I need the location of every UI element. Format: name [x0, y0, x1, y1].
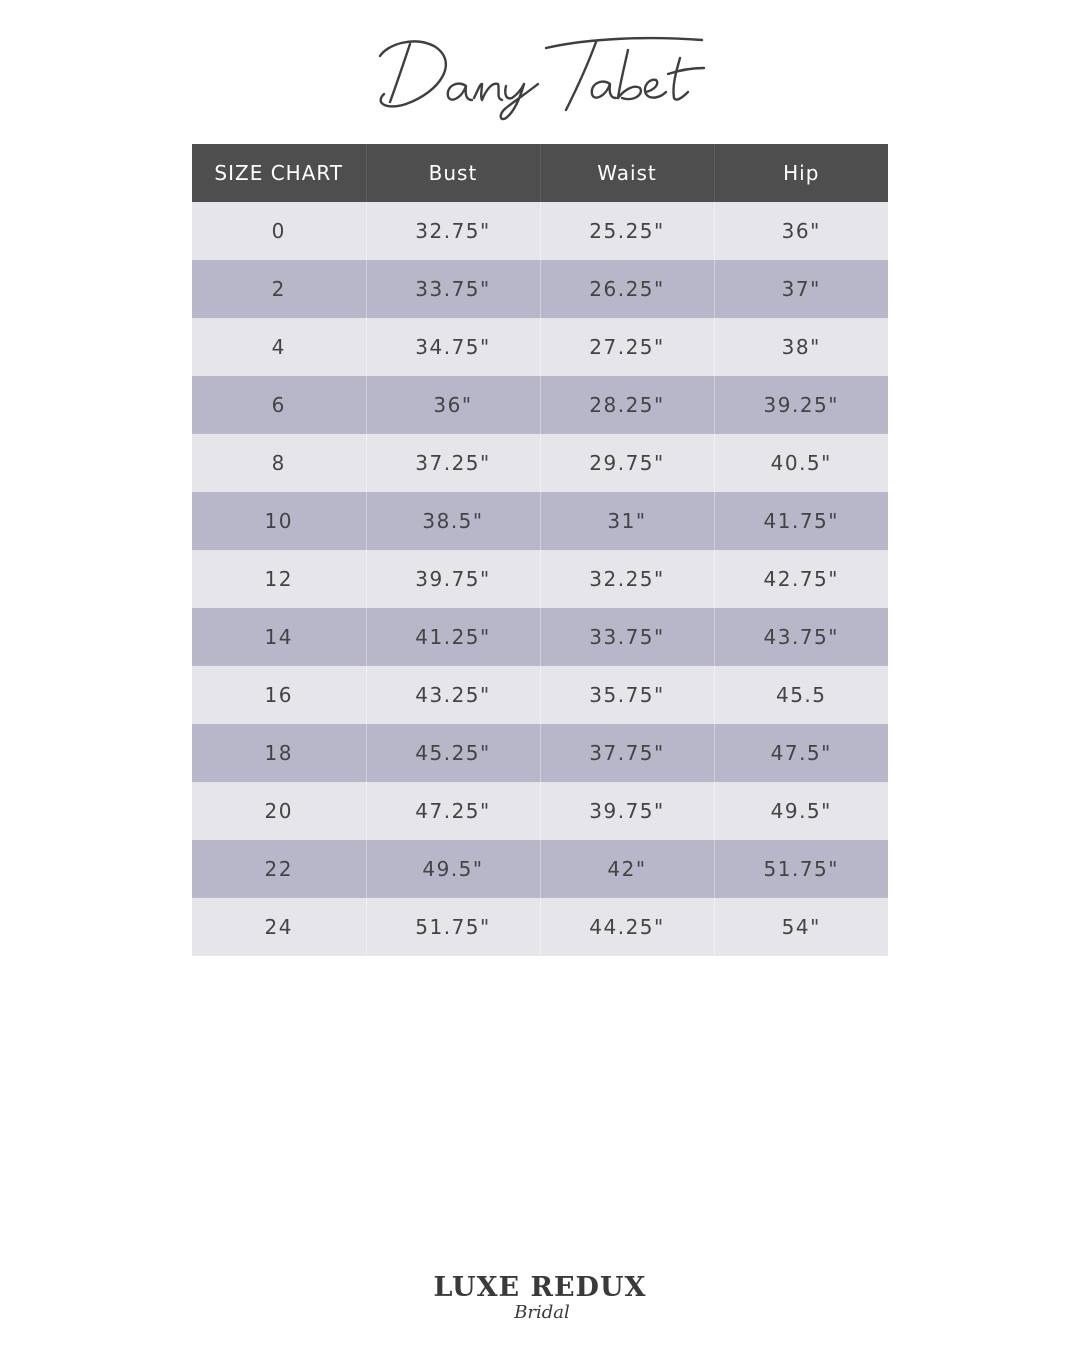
- table-row: [192, 376, 888, 434]
- table-row: [192, 724, 888, 782]
- brand-logo: [370, 28, 715, 124]
- footer-logo: [430, 1262, 650, 1332]
- waist-cell: 31": [540, 492, 714, 550]
- waist-cell: 35.75": [540, 666, 714, 724]
- bust-cell: 49.5": [366, 840, 540, 898]
- waist-cell: 39.75": [540, 782, 714, 840]
- luxe-redux-logo-icon: [430, 1262, 650, 1332]
- waist-cell: 33.75": [540, 608, 714, 666]
- logo-main-text: LUXE REDUX: [433, 1272, 647, 1303]
- bust-cell: 32.75": [366, 202, 540, 260]
- column-header-bust: Bust: [366, 144, 540, 202]
- size-cell: 2: [192, 260, 366, 318]
- table-header-row: [192, 144, 888, 202]
- logo-sub-text: Bridal: [514, 1302, 570, 1323]
- hip-cell: 54": [714, 898, 888, 956]
- size-chart-table: [192, 144, 888, 956]
- size-cell: 8: [192, 434, 366, 492]
- size-cell: 10: [192, 492, 366, 550]
- table-row: [192, 608, 888, 666]
- size-cell: 22: [192, 840, 366, 898]
- column-header-waist: Waist: [540, 144, 714, 202]
- hip-cell: 45.5: [714, 666, 888, 724]
- table-row: [192, 492, 888, 550]
- size-cell: 14: [192, 608, 366, 666]
- size-cell: 0: [192, 202, 366, 260]
- bust-cell: 47.25": [366, 782, 540, 840]
- bust-cell: 36": [366, 376, 540, 434]
- table-row: [192, 202, 888, 260]
- size-cell: 24: [192, 898, 366, 956]
- column-header-size: SIZE CHART: [192, 144, 366, 202]
- bust-cell: 41.25": [366, 608, 540, 666]
- waist-cell: 37.75": [540, 724, 714, 782]
- table-row: [192, 782, 888, 840]
- hip-cell: 47.5": [714, 724, 888, 782]
- table-row: [192, 666, 888, 724]
- table-row: [192, 434, 888, 492]
- waist-cell: 27.25": [540, 318, 714, 376]
- hip-cell: 37": [714, 260, 888, 318]
- waist-cell: 42": [540, 840, 714, 898]
- size-cell: 16: [192, 666, 366, 724]
- waist-cell: 32.25": [540, 550, 714, 608]
- table-row: [192, 260, 888, 318]
- waist-cell: 25.25": [540, 202, 714, 260]
- signature-logo-icon: [370, 28, 715, 124]
- table-row: [192, 898, 888, 956]
- bust-cell: 51.75": [366, 898, 540, 956]
- table-row: [192, 550, 888, 608]
- waist-cell: 29.75": [540, 434, 714, 492]
- hip-cell: 43.75": [714, 608, 888, 666]
- hip-cell: 40.5": [714, 434, 888, 492]
- hip-cell: 49.5": [714, 782, 888, 840]
- waist-cell: 44.25": [540, 898, 714, 956]
- bust-cell: 39.75": [366, 550, 540, 608]
- bust-cell: 37.25": [366, 434, 540, 492]
- size-cell: 18: [192, 724, 366, 782]
- bust-cell: 33.75": [366, 260, 540, 318]
- hip-cell: 39.25": [714, 376, 888, 434]
- bust-cell: 34.75": [366, 318, 540, 376]
- size-cell: 6: [192, 376, 366, 434]
- hip-cell: 36": [714, 202, 888, 260]
- bust-cell: 45.25": [366, 724, 540, 782]
- size-cell: 4: [192, 318, 366, 376]
- size-cell: 20: [192, 782, 366, 840]
- size-cell: 12: [192, 550, 366, 608]
- waist-cell: 28.25": [540, 376, 714, 434]
- table-row: [192, 840, 888, 898]
- table-row: [192, 318, 888, 376]
- hip-cell: 41.75": [714, 492, 888, 550]
- column-header-hip: Hip: [714, 144, 888, 202]
- hip-cell: 51.75": [714, 840, 888, 898]
- bust-cell: 38.5": [366, 492, 540, 550]
- hip-cell: 42.75": [714, 550, 888, 608]
- bust-cell: 43.25": [366, 666, 540, 724]
- waist-cell: 26.25": [540, 260, 714, 318]
- hip-cell: 38": [714, 318, 888, 376]
